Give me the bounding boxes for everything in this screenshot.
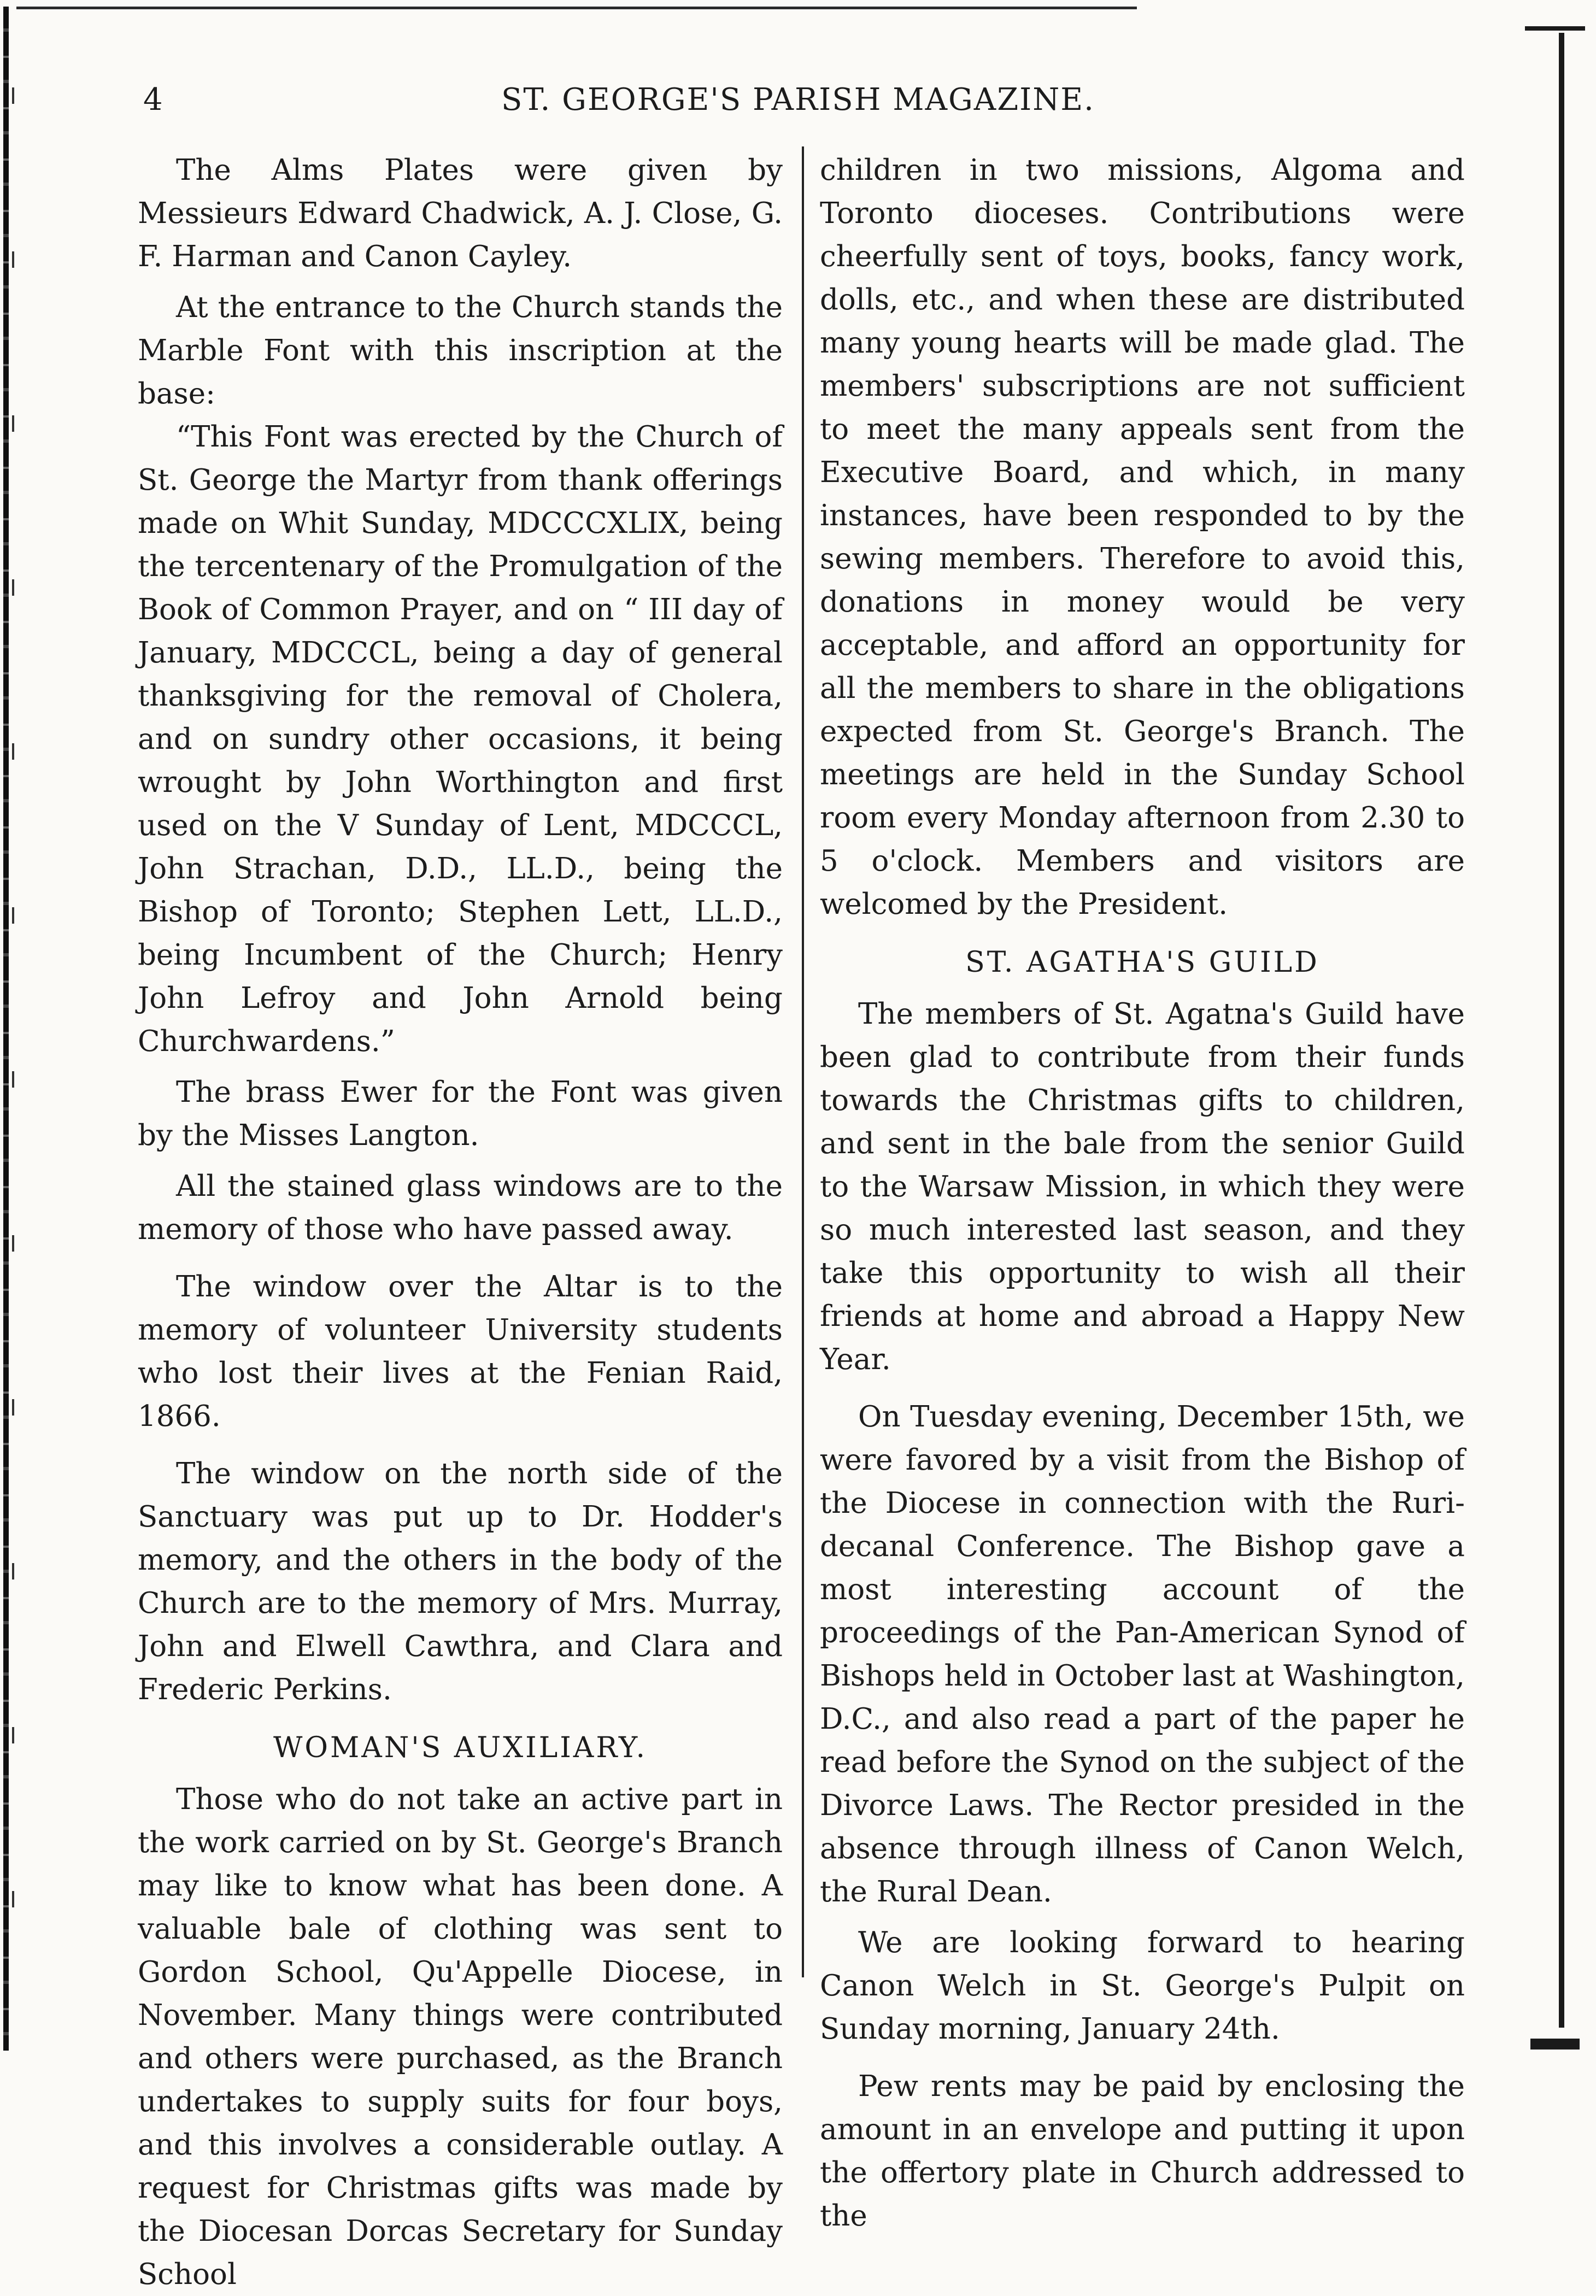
right-margin-rule: [1559, 33, 1564, 2028]
paragraph-guild-report: The members of St. Agatna's Guild have been glad to contribute from their funds towards the Christmas gifts to children, and sent in the bale from the senior Guild to the Warsaw Mission, in which they were so much interested last season, and they take this opportunity to wish all their friends at home and abroad a Happy New Year.: [820, 997, 1465, 1376]
section-heading-st-agathas-guild: ST. AGATHA'S GUILD: [965, 946, 1319, 979]
paragraph-brass-ewer: The brass Ewer for the Font was given by the Misses Langton.: [138, 1076, 783, 1152]
page-number: 4: [143, 82, 163, 118]
paragraph-font-inscription: “This Font was erected by the Church of St. George the Martyr from thank offerings made on Whit Sunday, MDCCCXLIX, being the tercentenary of the Promulgation of the Book of Common Prayer, and on “ III day of January, MDCCCL, being a day of general thanksgiving for the removal of Cholera, and on sundry other occasions, it being wrought by John Worthington and first used on the V Sunday of Lent, MDCCCL, John Strachan, D.D., LL.D., being the Bishop of Toronto; Stephen Lett, LL.D., being Incumbent of the Church; Henry John Lefroy and John Arnold being Churchwardens.”: [138, 420, 783, 1058]
right-margin-rule-cap-top: [1525, 26, 1585, 31]
paragraph-auxiliary-continued: children in two missions, Algoma and Toronto dioceses. Contributions were cheerfully sent of toys, books, fancy work, dolls, etc., and when these are distributed many young hearts will be made glad. The members' subscriptions are not sufficient to meet the many appeals sent from the Executive Board, and which, in many instances, have been responded to by the sewing members. Therefore to avoid this, donations in money would be very acceptable, and afford an opportunity for all the members to share in the obligations expected from St. George's Branch. The meetings are held in the Sunday School room every Monday afternoon from 2.30 to 5 o'clock. Members and visitors are welcomed by the President.: [820, 154, 1465, 921]
paragraph-pew-rents: Pew rents may be paid by enclosing the amount in an envelope and putting it upon the offertory plate in Church addressed to the: [820, 2070, 1465, 2233]
paragraph-sanctuary-window: The window on the north side of the Sanctuary was put up to Dr. Hodder's memory, and the others in the body of the Church are to the memory of Mrs. Murray, John and Elwell Cawthra, and Clara and Frederic Perkins.: [138, 1457, 783, 1706]
right-column: [820, 149, 1465, 2238]
paragraph-marble-font: At the entrance to the Church stands the Marble Font with this inscription at the base:: [138, 291, 783, 410]
paragraph-bishop-visit: On Tuesday evening, December 15th, we were favored by a visit from the Bishop of the Diocese in connection with the Ruri-decanal Conference. The Bishop gave a most interesting account of the proceedings of the Pan-American Synod of Bishops held in October last at Washington, D.C., and also read a part of the paper he read before the Synod on the subject of the Divorce Laws. The Rector presided in the absence through illness of Canon Welch, the Rural Dean.: [820, 1400, 1465, 1909]
paragraph-stained-glass: All the stained glass windows are to the memory of those who have passed away.: [138, 1170, 783, 1246]
page-top-border: [16, 7, 1137, 9]
page-left-binding-marks: [12, 22, 14, 2044]
left-column: [138, 149, 783, 2296]
paragraph-canon-welch: We are looking forward to hearing Canon Welch in St. George's Pulpit on Sunday morning, January 24th.: [820, 1926, 1465, 2046]
paragraph-auxiliary-report: Those who do not take an active part in the work carried on by St. George's Branch may like to know what has been done. A valuable bale of clothing was sent to Gordon School, Qu'Appelle Diocese, in November. Many things were contributed and others were purchased, as the Branch undertakes to supply suits for four boys, and this involves a considerable outlay. A request for Christmas gifts was made by the Diocesan Dorcas Secretary for Sunday School: [138, 1783, 783, 2291]
paragraph-altar-window: The window over the Altar is to the memory of volunteer University students who lost their lives at the Fenian Raid, 1866.: [138, 1270, 783, 1433]
section-heading-womans-auxiliary: WOMAN'S AUXILIARY.: [273, 1731, 648, 1764]
right-margin-rule-cap-bottom: [1530, 2039, 1580, 2050]
running-title: ST. GEORGE'S PARISH MAGAZINE.: [501, 82, 1095, 118]
paragraph-alms-plates: The Alms Plates were given by Messieurs Edward Chadwick, A. J. Close, G. F. Harman and Canon Cayley.: [138, 154, 783, 273]
page-left-binding-edge: [3, 7, 9, 2051]
column-divider: [802, 146, 804, 1977]
